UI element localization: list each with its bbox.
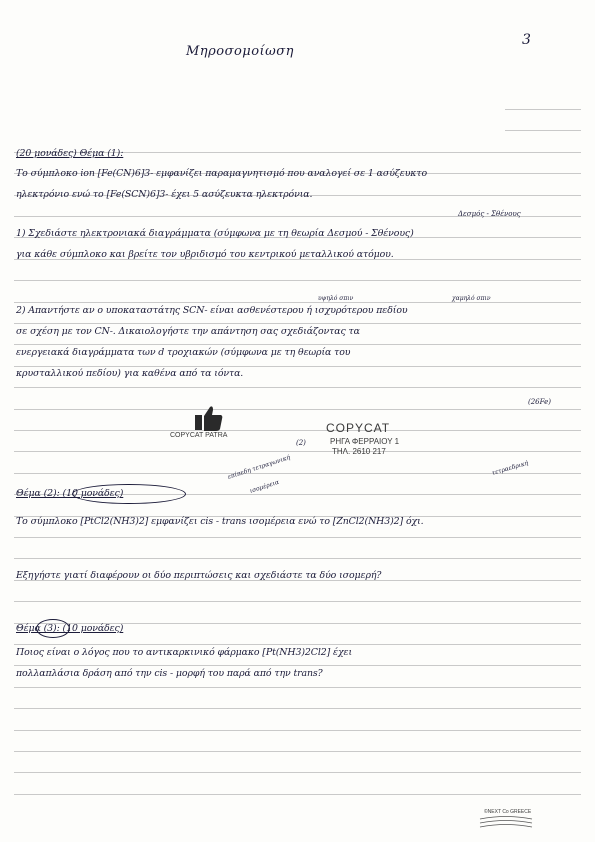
- footer-swoosh-icon: [478, 815, 534, 829]
- problem2-line2: Εξηγήστε γιατί διαφέρουν οι δύο περιπτώσεις και σχεδιάστε τα δύο ισομερή?: [16, 570, 382, 581]
- problem1-heading: (20 μονάδες) Θέμα (1):: [16, 148, 124, 159]
- footer-logo: ©NEXT Co GREECE: [484, 809, 532, 815]
- problem1-task2-line1: 2) Απαντήστε αν ο υποκαταστάτης SCN- είναι ασθενέστερου ή ισχυρότερου πεδίου: [16, 305, 408, 316]
- heading-circle: [72, 484, 186, 504]
- problem1-line1: Το σύμπλοκο ion [Fe(CN)6]3- εμφανίζει παραμαγνητισμό που αναλογεί σε 1 ασύζευκτο: [16, 168, 427, 179]
- problem3-line2: πολλαπλάσια δράση από την cis - μορφή του παρά από την trans?: [16, 668, 323, 679]
- problem1-margin-note: Δεσμός - Σθένους: [458, 210, 521, 218]
- stamp-brand-left: COPYCAT PATRA: [170, 432, 228, 439]
- problem3-line1: Ποιος είναι ο λόγος που το αντικαρκινικό φάρμακο [Pt(NH3)2Cl2] έχει: [16, 647, 353, 658]
- ruled-line: [14, 302, 581, 303]
- number-circle: [36, 619, 70, 638]
- problem1-line2: ηλεκτρόνιο ενώ το [Fe(SCN)6]3- έχει 5 ασύζευκτα ηλεκτρόνια.: [16, 189, 313, 200]
- ruled-line: [14, 751, 581, 752]
- ruled-line: [14, 687, 581, 688]
- stamp-mark: (2): [296, 439, 306, 447]
- annotation-square-planar: επίπεδη τετραγωνική: [226, 454, 292, 481]
- problem3-heading: Θέμα (3): (10 μονάδες): [16, 623, 124, 634]
- annotation-strong-field: χαμηλό σπιν: [452, 295, 491, 302]
- problem1-task2-line3: ενεργειακά διαγράμματα των d τροχιακών (σύμφωνα με τη θεωρία του: [16, 347, 351, 358]
- ruled-line: [14, 430, 581, 431]
- stamp-phone: ΤΗΛ. 2610 217: [332, 447, 386, 456]
- annotation-isomerism: ισομέρεια: [248, 478, 280, 495]
- ruled-line: [14, 409, 581, 410]
- thumbs-up-icon: [194, 404, 224, 432]
- ruled-line: [14, 601, 581, 602]
- ruled-line: [14, 366, 581, 367]
- ruled-line: [14, 644, 581, 645]
- ruled-line: [14, 387, 581, 388]
- iron-atomic-number-note: (26Fe): [528, 398, 551, 406]
- ruled-line: [505, 109, 581, 110]
- ruled-line: [14, 772, 581, 773]
- ruled-line: [14, 323, 581, 324]
- ruled-line: [14, 730, 581, 731]
- annotation-weak-field: υψηλό σπιν: [318, 295, 354, 302]
- problem1-task2-line2: σε σχέση με τον CN-. Δικαιολογήστε την απάντηση σας σχεδιάζοντας τα: [16, 326, 360, 337]
- ruled-line: [14, 558, 581, 559]
- ruled-line: [14, 708, 581, 709]
- ruled-line: [14, 665, 581, 666]
- problem2-heading: Θέμα (2): (10 μονάδες): [16, 488, 124, 499]
- stamp-brand-right: COPYCAT: [326, 421, 391, 435]
- ruled-line: [14, 280, 581, 281]
- problem1-task2-line4: κρυσταλλικού πεδίου) για καθένα από τα ιόντα.: [16, 368, 244, 379]
- page-title: Μηροσομοίωση: [186, 44, 294, 59]
- ruled-line: [14, 794, 581, 795]
- ruled-line: [14, 537, 581, 538]
- problem1-task1-line2: για κάθε σύμπλοκο και βρείτε τον υβριδισμό του κεντρικού μεταλλικού ατόμου.: [16, 249, 394, 260]
- annotation-tetrahedral: τετραεδρική: [491, 459, 530, 477]
- page-number: 3: [522, 32, 531, 48]
- problem1-task1-line1: 1) Σχεδιάστε ηλεκτρονιακά διαγράμματα (σύμφωνα με τη θεωρία Δεσμού - Σθένους): [16, 228, 414, 239]
- stamp-address: ΡΗΓΑ ΦΕΡΡΑΙΟΥ 1: [330, 437, 400, 446]
- ruled-line: [505, 130, 581, 131]
- problem2-line1: Το σύμπλοκο [PtCl2(NH3)2] εμφανίζει cis - trans ισομέρεια ενώ το [ZnCl2(NH3)2] όχι.: [16, 516, 424, 527]
- ruled-line: [14, 344, 581, 345]
- ruled-line: [14, 451, 581, 452]
